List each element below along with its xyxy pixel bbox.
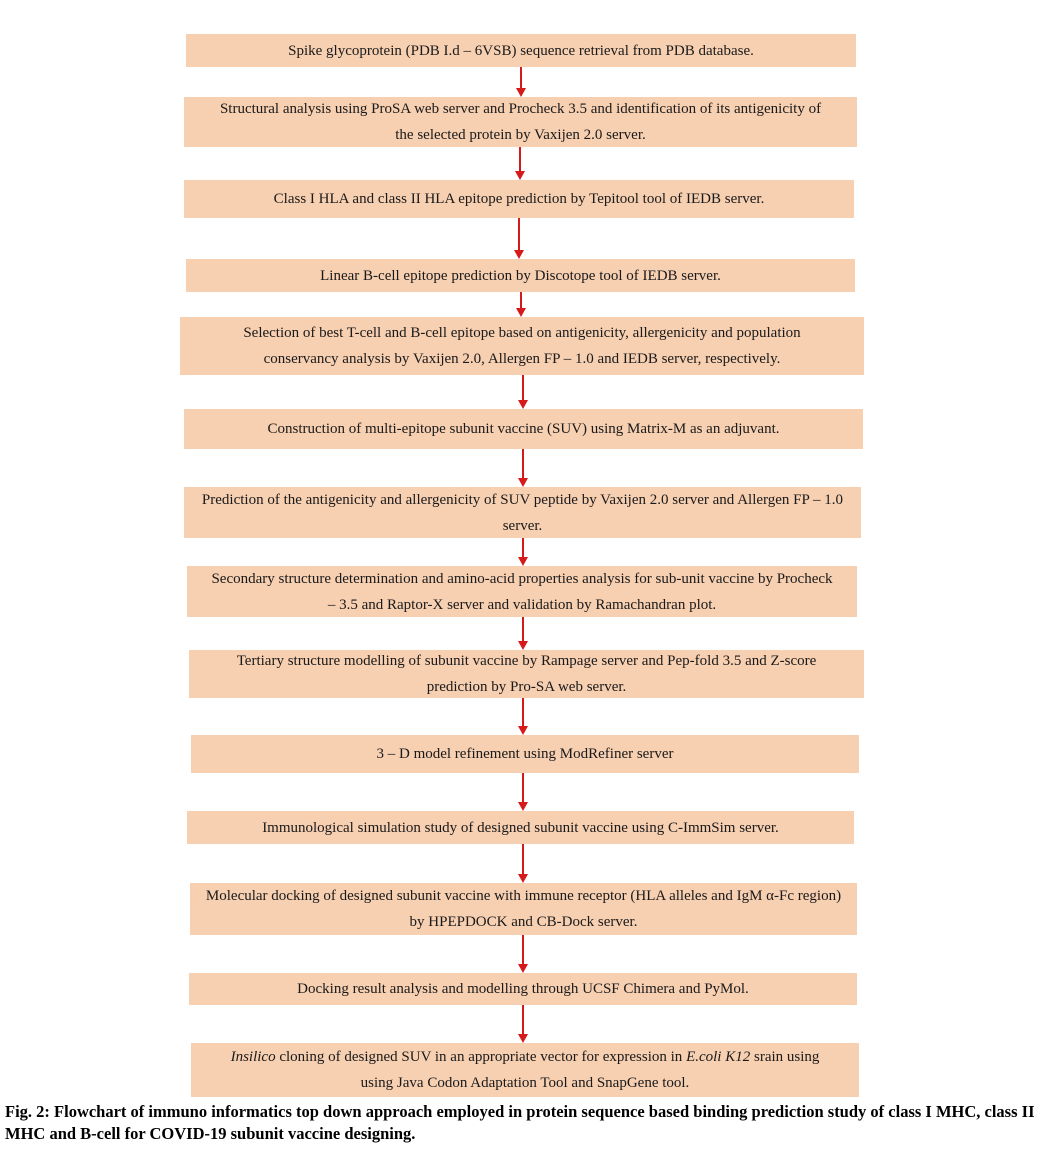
step-11-text: Immunological simulation study of designed subunit vaccine using C-ImmSim server. (262, 819, 779, 836)
step-14-text (231, 1044, 820, 1096)
step-3-box (184, 180, 854, 218)
step-1-box (186, 34, 856, 67)
step-7-box (184, 487, 861, 538)
step-14-text-b: srain using (750, 1049, 820, 1065)
step-12-box (190, 883, 857, 935)
step-3-text: Class I HLA and class II HLA epitope prediction by Tepitool tool of IEDB server. (273, 191, 765, 207)
step-7-text: Prediction of the antigenicity and allergenicity of SUV peptide by Vaxijen 2.0 server and Allergen FP – 1.0 server. (201, 491, 844, 534)
step-14-text-a: cloning of designed SUV in an appropriate vector for expression in (275, 1049, 687, 1065)
step-13-text: Docking result analysis and modelling through UCSF Chimera and PyMol. (297, 981, 749, 997)
step-13-box (189, 973, 857, 1005)
step-14-line-1 (231, 1049, 820, 1065)
step-2-text: Structural analysis using ProSA web server and Procheck 3.5 and identification of its antigenicity of the selected protein by Vaxijen 2.0 server. (219, 101, 822, 143)
step-12-text: Molecular docking of designed subunit vaccine with immune receptor (HLA alleles and IgM α-Fc region) by HPEPDOCK and CB-Dock server. (205, 888, 842, 930)
step-14-italic-ecoli: E.coli K12 (686, 1049, 751, 1065)
figure-caption: Fig. 2: Flowchart of immuno informatics top down approach employed in protein sequence based binding prediction study of class I MHC, class II MHC and B-cell for COVID-19 subunit vaccine designing. (5, 1102, 1035, 1143)
step-8-text: Secondary structure determination and amino-acid properties analysis for sub-unit vaccine by Procheck – 3.5 and Raptor-X server and validation by Ramachandran plot. (211, 570, 833, 613)
step-10-text: 3 – D model refinement using ModRefiner server (376, 746, 674, 762)
step-14-box (191, 1043, 859, 1097)
step-5-text: Selection of best T-cell and B-cell epitope based on antigenicity, allergenicity and population conservancy analysis by Vaxijen 2.0, Allergen FP – 1.0 and IEDB server, respectively. (243, 325, 801, 367)
step-4-box (186, 259, 855, 292)
step-9-text: Tertiary structure modelling of subunit vaccine by Rampage server and Pep-fold 3.5 and Z-score prediction by Pro-SA web server. (236, 653, 817, 695)
step-2-box (184, 97, 857, 147)
step-6-box (184, 409, 863, 449)
step-9-box (189, 650, 864, 698)
step-11-box (187, 811, 854, 844)
step-6-text: Construction of multi-epitope subunit vaccine (SUV) using Matrix-M as an adjuvant. (267, 421, 780, 437)
step-10-box (191, 735, 859, 773)
step-14-line-2: using Java Codon Adaptation Tool and SnapGene tool. (360, 1075, 690, 1091)
step-4-text: Linear B-cell epitope prediction by Discotope tool of IEDB server. (320, 267, 721, 284)
step-1-text: Spike glycoprotein (PDB I.d – 6VSB) sequence retrieval from PDB database. (288, 42, 754, 59)
step-8-box (187, 566, 857, 617)
step-5-box (180, 317, 864, 375)
step-14-italic-insilico: Insilico (230, 1049, 276, 1065)
